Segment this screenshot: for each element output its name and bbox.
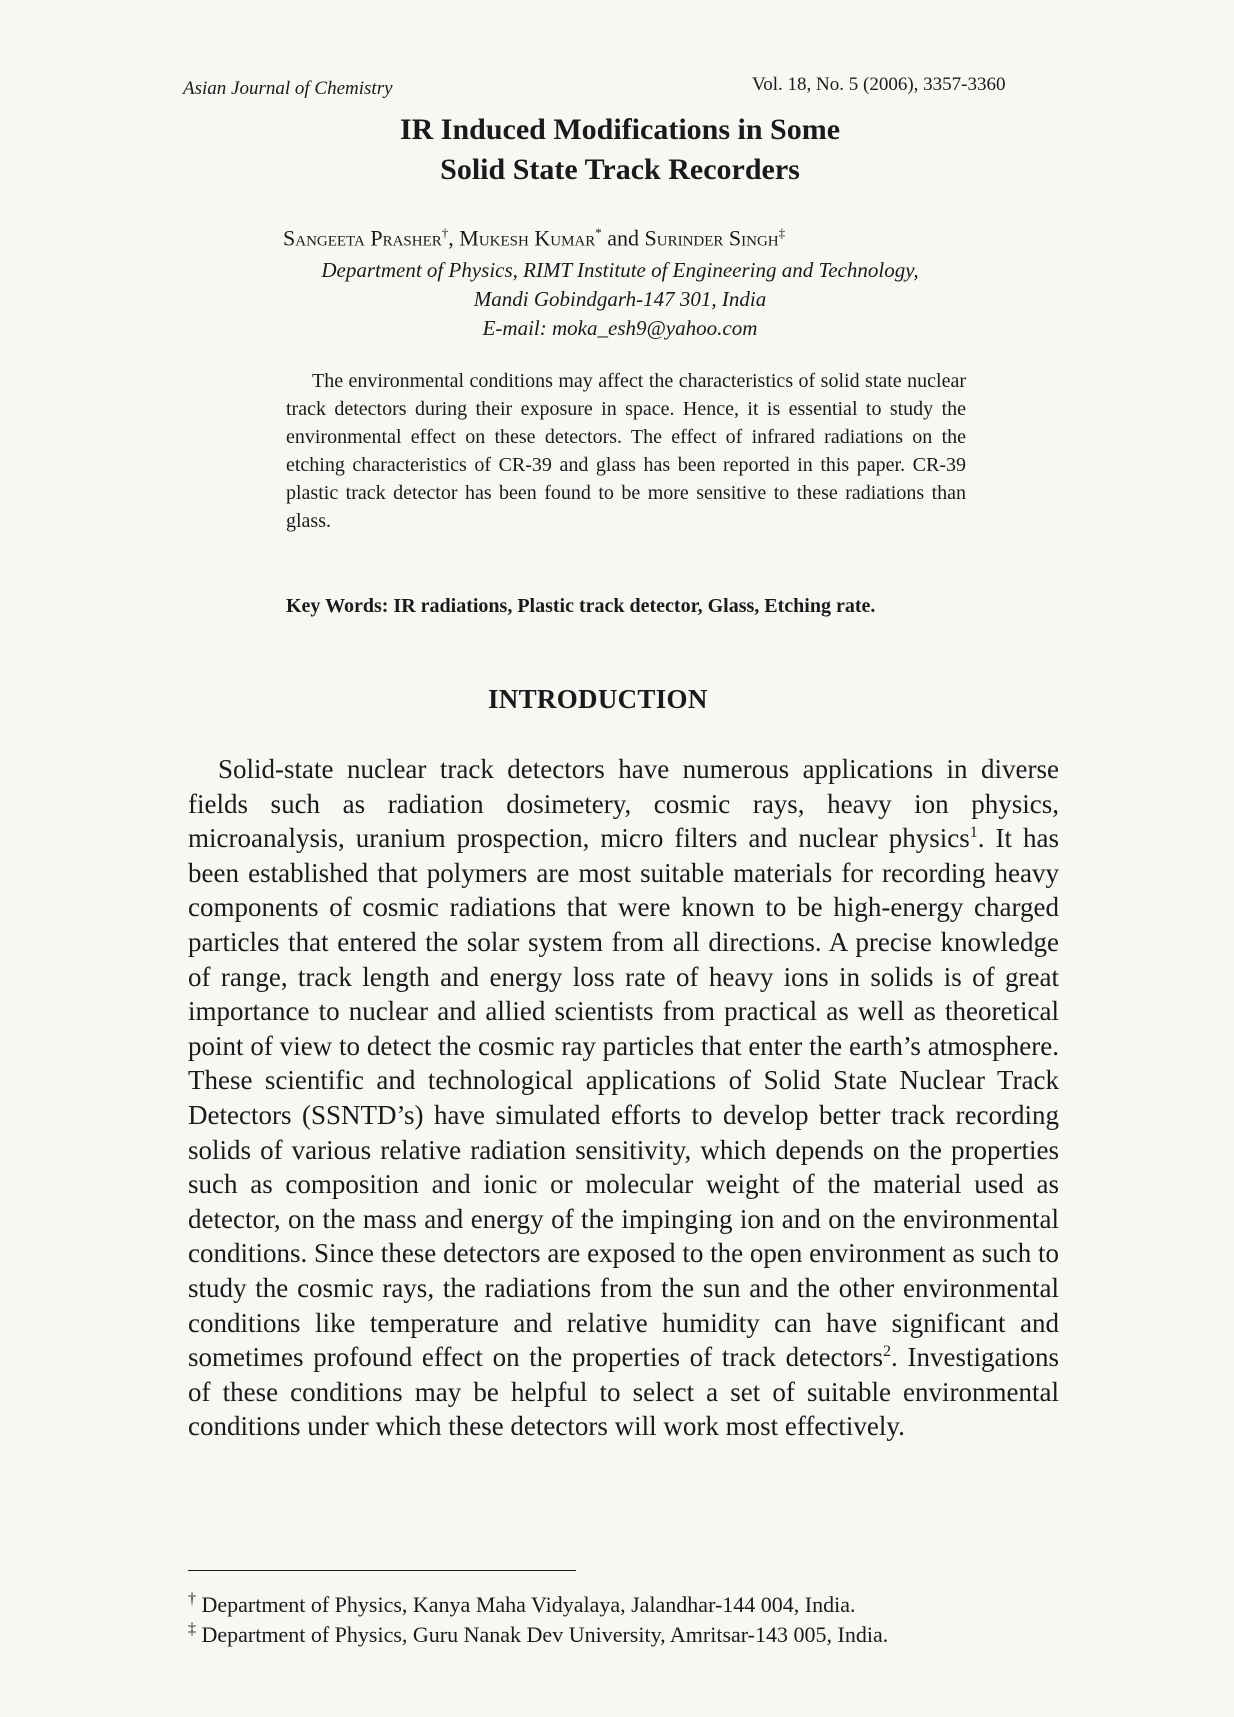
footnote-2-text: Department of Physics, Guru Nanak Dev University, Amritsar-143 005, India. xyxy=(196,1622,889,1647)
author-2: Mukesh Kumar xyxy=(459,225,596,251)
footnote-1-text: Department of Physics, Kanya Maha Vidyalaya, Jalandhar-144 004, India. xyxy=(196,1592,856,1617)
intro-text-part-2: . It has been established that polymers are most suitable materials for recording heavy components of cosmic radiations that were known to be high-energy charged particles that entered the solar system from all directions. A precise knowledge of range, track length and energy loss rate of heavy ions in solids is of great importance to nuclear and allied scientists from practical as well as theoretical point of view to detect the cosmic ray particles that enter the earth’s atmosphere. These scientific and technological applications of Solid State Nuclear Track Detectors (SSNTD’s) have simulated efforts to develop better track recording solids of various relative radiation sensitivity, which depends on the properties such as composition and ionic or molecular weight of the material used as detector, on the mass and energy of the impinging ion and on the environmental conditions. Since these detectors are exposed to the open environment as such to study the cosmic rays, the radiations from the sun and the other environmental conditions like temperature and relative humidity can have significant and sometimes profound effect on the properties of track detectors xyxy=(188,823,1060,1373)
affiliation xyxy=(260,256,980,343)
author-1-mark: † xyxy=(441,225,449,240)
journal-name: Asian Journal of Chemistry xyxy=(183,78,393,99)
author-3: Surinder Singh xyxy=(644,225,779,251)
introduction-paragraph xyxy=(188,752,1059,1444)
intro-text-part-1: Solid-state nuclear track detectors have numerous applications in diverse fields such as radiation dosimetery, cosmic rays, heavy ion physics, microanalysis, uranium prospection, micro filters and nuclear physics xyxy=(188,754,1059,854)
citation-2: 2 xyxy=(883,1343,892,1361)
author-list xyxy=(283,225,785,251)
footnote-1 xyxy=(188,1592,855,1618)
affiliation-email: E-mail: moka_esh9@yahoo.com xyxy=(482,316,758,340)
footnote-divider xyxy=(188,1570,576,1571)
footnote-2 xyxy=(188,1622,888,1648)
abstract: The environmental conditions may affect the characteristics of solid state nuclear track detectors during their exposure in space. Hence, it is essential to study the environmental effect on these detectors. The effect of infrared radiations on the etching characteristics of CR-39 and glass has been reported in this paper. CR-39 plastic track detector has been found to be more sensitive to these radiations than glass. xyxy=(286,370,966,532)
author-2-mark: * xyxy=(595,225,602,240)
affiliation-line-2: Mandi Gobindgarh-147 301, India xyxy=(473,287,767,311)
title-line-2: Solid State Track Recorders xyxy=(440,153,800,186)
volume-info: Vol. 18, No. 5 (2006), 3357-3360 xyxy=(752,74,1006,95)
citation-1: 1 xyxy=(969,824,978,842)
keywords: Key Words: IR radiations, Plastic track detector, Glass, Etching rate. xyxy=(286,595,876,617)
paper-title xyxy=(320,110,920,190)
section-heading-introduction: INTRODUCTION xyxy=(488,684,708,714)
author-3-mark: ‡ xyxy=(778,225,786,240)
author-1: Sangeeta Prasher xyxy=(283,225,442,251)
title-line-1: IR Induced Modifications in Some xyxy=(399,113,841,146)
author-separator-1: , xyxy=(448,225,460,251)
footnote-1-mark: † xyxy=(188,1590,196,1608)
footnote-2-mark: ‡ xyxy=(188,1620,196,1638)
intro-text-part-3: . Investigations of these conditions may be helpful to select a set of suitable environmental conditions under which these detectors will work most effectively. xyxy=(188,1342,1059,1442)
author-separator-2: and xyxy=(601,225,645,251)
affiliation-line-1: Department of Physics, RIMT Institute of Engineering and Technology, xyxy=(321,258,919,282)
